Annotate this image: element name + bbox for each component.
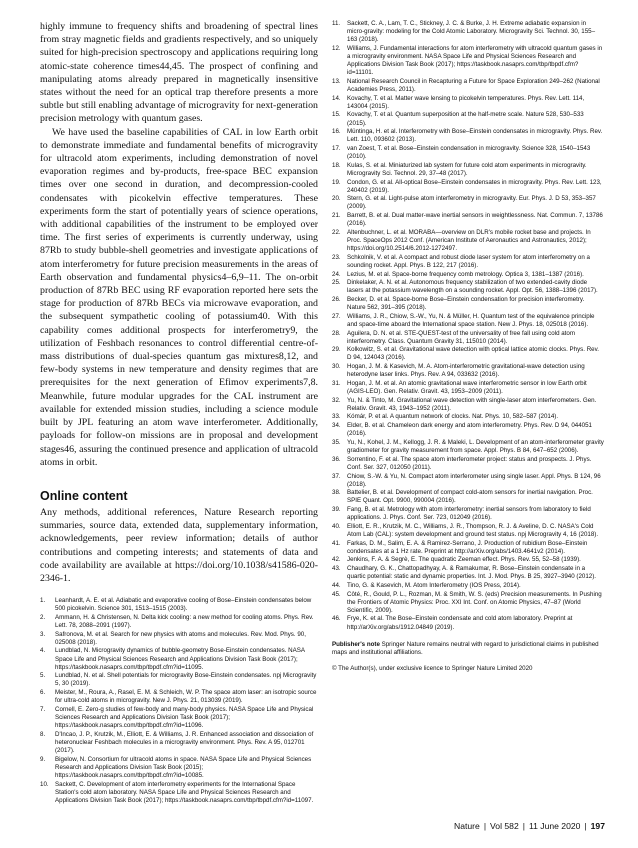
reference-number: 29.	[332, 346, 341, 354]
reference-number: 24.	[332, 270, 341, 278]
reference-number: 3.	[40, 630, 46, 638]
publisher-note-text: Springer Nature remains neutral with regard to jurisdictional claims in published maps and institutional affiliations.	[332, 640, 599, 656]
paragraph-1: highly immune to frequency shifts and broadening of spectral lines from stray magnetic fields and gradients respectively, and so uniquely suited for high-precision spectroscopy and applications requiring long atomic-state coherence times44,45. The prospect of confining and manipulating atoms already prepared in magnetically insensitive states without the need for an optical trap therefore presents a more subtle but still enabling advantage of microgravity for next-generation precision metrology with quantum gases.	[40, 21, 318, 125]
reference-text: Stern, G. et al. Light-pulse atom interferometry in microgravity. Eur. Phys. J. D 53, 353–357 (2009).	[347, 195, 596, 211]
reference-number: 21.	[332, 212, 341, 220]
online-content-paragraph: Any methods, additional references, Nature Research reporting summaries, source data, extended data, supplementary information, acknowledgements, peer review information; details of author contributions and competing interests; and statements of data and code availability are available at https://doi.org/10.1038/s41586-020-2346-1.	[40, 506, 318, 584]
reference-number: 33.	[332, 413, 341, 421]
reference-item	[332, 45, 604, 77]
reference-text: Chiow, S.-W. & Yu, N. Compact atom interferometer using single laser. Appl. Phys. B 124, 96 (2018).	[347, 472, 601, 488]
reference-number: 30.	[332, 363, 341, 371]
reference-number: 25.	[332, 279, 341, 287]
reference-list-right	[332, 20, 604, 632]
reference-number: 19.	[332, 178, 341, 186]
reference-item	[332, 195, 604, 211]
reference-text: Tino, G. & Kasevich, M. Atom Interferometry (IOS Press, 2014).	[347, 581, 521, 589]
reference-number: 17.	[332, 144, 341, 152]
reference-item	[40, 597, 318, 613]
reference-text: D'Incao, J. P., Krutzik, M., Elliott, E. & Williams, J. R. Enhanced association and dissociation of heteronuclear Feshbach molecules in a microgravity environment. Phys. Rev. A 95, 012701 (2017).	[55, 730, 314, 754]
reference-number: 8.	[40, 730, 46, 738]
reference-number: 43.	[332, 565, 341, 573]
reference-text: Barrett, B. et al. Dual matter-wave inertial sensors in weightlessness. Nat. Commun. 7, 13786 (2016).	[347, 212, 603, 228]
reference-item	[40, 781, 318, 805]
reference-item	[332, 78, 604, 94]
reference-number: 18.	[332, 161, 341, 169]
publisher-note	[332, 641, 604, 657]
reference-text: Kulas, S. et al. Miniaturized lab system for future cold atom experiments in microgravity. Microgravity Sci. Technol. 29, 37–48 (2017).	[347, 161, 587, 177]
reference-text: Elliott, E. R., Krutzik, M. C., Williams, J. R., Thompson, R. J. & Aveline, D. C. NASA's Cold Atom Lab (CAL): system development and ground test status. npj Microgravity 4, 16 (2018).	[347, 522, 599, 538]
reference-text: Côté, R., Gould, P. L., Rozman, M. & Smith, W. S. (eds) Precision measurements. In Pushing the Frontiers of Atomic Physics: Proc. XXI Int. Conf. on Atomic Physics, 47–87 (World Scientific, 2009).	[347, 590, 602, 614]
reference-text: Leanhardt, A. E. et al. Adiabatic and evaporative cooling of Bose–Einstein condensates below 500 picokelvin. Science 301, 1513–1515 (2003).	[55, 597, 312, 613]
reference-number: 41.	[332, 539, 341, 547]
page-footer: Nature | Vol 582 | 11 June 2020 | 197	[454, 821, 605, 831]
reference-item	[332, 439, 604, 455]
reference-item	[40, 631, 318, 647]
reference-item	[332, 271, 604, 279]
reference-item	[332, 413, 604, 421]
reference-item	[332, 330, 604, 346]
reference-item	[40, 756, 318, 780]
reference-text: National Research Council in Recapturing a Future for Space Exploration 249–262 (National Academies Press, 2011).	[347, 77, 600, 93]
reference-number: 27.	[332, 312, 341, 320]
reference-item	[40, 614, 318, 630]
reference-text: Sackett, C. Development of atom interferometry experiments for the International Space Station's cold atom laboratory. NASA Space Life and Physical Sciences Research and Applications Division Task Book (2017); https://taskbook.nasaprs.com/tbp/tbpdf.cfm?id=11097.	[55, 780, 314, 804]
reference-text: Farkas, D. M., Salim, E. A. & Ramirez-Serrano, J. Production of rubidium Bose–Einstein condensates at a 1 Hz rate. Preprint at http://arXiv.org/abs/1403.4641v2 (2014).	[347, 539, 588, 555]
reference-text: Condon, G. et al. All-optical Bose–Einstein condensates in microgravity. Phys. Rev. Lett. 123, 240402 (2019).	[347, 178, 602, 194]
reference-text: Jenkins, F. A. & Segrè, E. The quadratic Zeeman effect. Phys. Rev. 55, 52–58 (1939).	[347, 556, 581, 564]
reference-number: 7.	[40, 705, 46, 713]
reference-number: 45.	[332, 590, 341, 598]
reference-item	[332, 95, 604, 111]
reference-number: 44.	[332, 581, 341, 589]
reference-number: 22.	[332, 228, 341, 236]
reference-number: 20.	[332, 195, 341, 203]
reference-number: 15.	[332, 111, 341, 119]
reference-item	[332, 162, 604, 178]
reference-text: van Zoest, T. et al. Bose–Einstein condensation in microgravity. Science 328, 1540–1543 (2010).	[347, 144, 591, 161]
reference-text: Lundblad, N. et al. Shell potentials for microgravity Bose-Einstein condensates. npj Microgravity 5, 30 (2019).	[55, 672, 317, 688]
reference-item	[332, 179, 604, 195]
reference-text: Elder, B. et al. Chameleon dark energy and atom interferometry. Phys. Rev. D 94, 044051 (2016).	[347, 422, 592, 438]
reference-number: 16.	[332, 128, 341, 136]
main-text	[40, 20, 318, 469]
reference-text: Meister, M., Roura, A., Rasel, E. M. & Schleich, W. P. The space atom laser: an isotropic source for ultra-cold atoms in microgravity. New J. Phys. 21, 013039 (2019).	[55, 689, 317, 705]
reference-item	[332, 254, 604, 270]
reference-number: 10.	[40, 780, 49, 788]
left-column	[40, 20, 318, 805]
reference-text: Cornell, E. Zero-g studies of few-body and many-body physics. NASA Space Life and Physical Sciences Research and Applications Division Task Book (2017); https://taskbook.nasaprs.com/tbp/tbpdf.cfm?id=11096.	[55, 705, 314, 730]
reference-number: 6.	[40, 689, 46, 697]
reference-item	[332, 229, 604, 253]
reference-item	[332, 363, 604, 379]
paragraph-2: We have used the baseline capabilities of CAL in low Earth orbit to demonstrate immediate and fundamental benefits of microgravity for ultracold atom experiments, including demonstration of novel evaporation regimes and by-products, free-space BEC expansion times over one second in duration, and decompression-cooled condensates with picokelvin effective temperatures. These experiments form the start of potentially years of science operations, with additional capabilities of the instrument to be employed over time. The first series of experiments is currently underway, using 87Rb to study bubble-shell geometries and investigate applications of atom interferometry for future precision measurements in the areas of Earth observation and fundamental physics4–6,9–11. The on-orbit production of 87Rb BEC using RF evaporation reported here sets the stage for production of 87Rb BECs via microwave evaporation, and the subsequent sympathetic cooling of potassium40. With this capability comes additional prospects for interferometry9, the utilization of Feshbach resonances to control differential centre-of-mass distributions of dual-species quantum gas mixtures8,12, and few-body systems in new temperature and density regimes that are prerequisites for the next generation of Efimov experiments7,8. Meanwhile, future modular upgrades for the CAL instrument are available for extended mission studies, including a science module built by JPL featuring an atom wave interferometer. Additionally, payloads for follow-on missions are in proposal and development stages46, assuring the continued presence and application of ultracold atoms in orbit.	[40, 126, 318, 468]
reference-number: 32.	[332, 396, 341, 404]
reference-item	[332, 540, 604, 556]
reference-item	[40, 672, 318, 688]
reference-text: Aguilera, D. N. et al. STE-QUEST-test of the universality of free fall using cold atom interferometry. Class. Quantum Gravity 31, 115010 (2014).	[347, 329, 576, 345]
reference-number: 13.	[332, 77, 341, 85]
reference-text: Yu, N. & Tinto, M. Gravitational wave detection with single-laser atom interferometers. Gen. Relativ. Gravit. 43, 1943–1952 (2011).	[347, 396, 597, 412]
reference-text: Fang, B. et al. Metrology with atom interferometry: inertial sensors from laboratory to field applications. J. Phys. Conf. Ser. 723, 012049 (2016).	[347, 506, 591, 522]
footer-volume: Vol 582	[490, 821, 519, 831]
reference-text: Kolkowitz, S. et al. Gravitational wave detection with optical lattice atomic clocks. Phys. Rev. D 94, 124043 (2016).	[347, 346, 599, 362]
reference-number: 12.	[332, 44, 341, 52]
reference-text: Ammann, H. & Christensen, N. Delta kick cooling: a new method for cooling atoms. Phys. Rev. Lett. 78, 2088–2091 (1997).	[55, 613, 314, 629]
reference-number: 39.	[332, 506, 341, 514]
reference-number: 14.	[332, 94, 341, 102]
reference-number: 34.	[332, 422, 341, 430]
reference-text: Kómár, P. et al. A quantum network of clocks. Nat. Phys. 10, 582–587 (2014).	[347, 413, 559, 421]
reference-text: Kovachy, T. et al. Matter wave lensing to picokelvin temperatures. Phys. Rev. Lett. 114, 143004 (2015).	[347, 94, 585, 110]
reference-number: 1.	[40, 597, 46, 605]
reference-number: 23.	[332, 253, 341, 261]
copyright-notice: © The Author(s), under exclusive licence to Springer Nature Limited 2020	[332, 664, 533, 672]
reference-text: Hogan, J. M. & Kasevich, M. A. Atom-interferometric gravitational-wave detection using heterodyne laser links. Phys. Rev. A 94, 033632 (2016).	[347, 363, 585, 379]
reference-text: Sorrentino, F. et al. The space atom interferometer project: status and prospects. J. Phys. Conf. Ser. 327, 012050 (2011).	[347, 455, 592, 471]
reference-item	[332, 212, 604, 228]
reference-text: Williams, J. R., Chiow, S.-W., Yu, N. & Müller, H. Quantum test of the equivalence principle and space-time aboard the International space station. New J. Phys. 18, 025018 (2016).	[347, 312, 595, 328]
publisher-note-label: Publisher's note	[332, 640, 380, 648]
reference-text: Lundblad, N. Microgravity dynamics of bubble-geometry Bose-Einstein condensates. NASA Space Life and Physical Sciences Research and Applications Division Task Book (2017); https://taskbook.nasaprs.com/tbp/tbpdf.cfm?id=11095.	[55, 647, 305, 671]
page-number: 197	[590, 821, 605, 831]
reference-item	[332, 111, 604, 127]
reference-number: 4.	[40, 647, 46, 655]
reference-text: Lezius, M. et al. Space-borne frequency comb metrology. Optica 3, 1381–1387 (2016).	[347, 270, 584, 278]
reference-number: 28.	[332, 329, 341, 337]
reference-item	[332, 20, 604, 44]
reference-text: Sackett, C. A., Lam, T. C., Stickney, J. C. & Burke, J. H. Extreme adiabatic expansion in micro-gravity: modeling for the Cold Atomic Laboratory. Microgravity Sci. Technol. 30, 155–163 (2018).	[347, 20, 596, 44]
reference-item	[332, 313, 604, 329]
reference-number: 38.	[332, 489, 341, 497]
reference-list-left	[40, 597, 318, 805]
reference-number: 40.	[332, 522, 341, 530]
reference-item	[332, 582, 604, 590]
reference-text: Müntinga, H. et al. Interferometry with Bose–Einstein condensates in microgravity. Phys. Rev. Lett. 110, 093602 (2013).	[347, 128, 603, 144]
reference-item	[40, 647, 318, 671]
reference-item	[332, 591, 604, 615]
reference-text: Becker, D. et al. Space-borne Bose–Einstein condensation for precision interferometry. Nature 562, 391–395 (2018).	[347, 296, 585, 312]
reference-item	[332, 473, 604, 489]
reference-item	[332, 565, 604, 581]
reference-item	[332, 422, 604, 438]
footer-journal: Nature	[454, 821, 480, 831]
reference-item	[332, 523, 604, 539]
reference-item	[332, 380, 604, 396]
reference-number: 36.	[332, 455, 341, 463]
reference-item	[332, 615, 604, 631]
reference-item	[332, 145, 604, 161]
reference-item	[40, 731, 318, 755]
reference-text: Kovachy, T. et al. Quantum superposition at the half-metre scale. Nature 528, 530–533 (2015).	[347, 111, 584, 127]
reference-number: 42.	[332, 556, 341, 564]
reference-number: 5.	[40, 672, 46, 680]
reference-text: Williams, J. Fundamental interactions for atom interferometry with ultracold quantum gases in a microgravity environment. NASA Space Life and Physical Sciences Research and Applications Division Task Book (2017); https://taskbook.nasaprs.com/tbp/tbpdf.cfm?id=11101.	[347, 44, 603, 77]
reference-text: Schkolnik, V. et al. A compact and robust diode laser system for atom interferometry on a sounding rocket. Appl. Phys. B 122, 217 (2016).	[347, 253, 590, 269]
online-content-heading: Online content	[40, 488, 128, 503]
reference-item	[332, 296, 604, 312]
reference-text: Chaudhary, G. K., Chattopadhyay, A. & Ramakumar, R. Bose–Einstein condensate in a quartic potential: static and dynamic properties. Int. J. Mod. Phys. B 25, 3927–3940 (2012).	[347, 565, 597, 581]
right-column	[332, 20, 604, 672]
reference-text: Hogan, J. M. et al. An atomic gravitational wave interferometric sensor in low Earth orbit (AGIS-LEO). Gen. Relativ. Gravit. 43, 1953–2009 (2011).	[347, 379, 587, 395]
reference-item	[40, 689, 318, 705]
reference-number: 9.	[40, 755, 46, 763]
reference-text: Yu, N., Kohel, J. M., Kellogg, J. R. & Maleki, L. Development of an atom-interferometer gravity gradiometer for gravity measurement from space. Appl. Phys. B 84, 647–652 (2006).	[347, 438, 604, 455]
reference-number: 11.	[332, 20, 341, 27]
reference-number: 35.	[332, 438, 341, 446]
reference-item	[40, 706, 318, 730]
reference-text: Dinkelaker, A. N. et al. Autonomous frequency stabilization of two extended-cavity diode lasers at the potassium wavelength on a sounding rocket. Appl. Opt. 56, 1388–1396 (2017).	[347, 279, 598, 295]
reference-number: 46.	[332, 615, 341, 623]
footer-date: 11 June 2020	[528, 821, 581, 831]
reference-item	[332, 128, 604, 144]
reference-item	[332, 346, 604, 362]
reference-item	[332, 397, 604, 413]
reference-item	[332, 456, 604, 472]
online-content-text	[40, 506, 318, 585]
reference-text: Battelier, B. et al. Development of compact cold-atom sensors for inertial navigation. Proc. SPIE Quant. Opt. 9900, 990004 (2016).	[347, 489, 593, 505]
reference-text: Safronova, M. et al. Search for new physics with atoms and molecules. Rev. Mod. Phys. 90, 025008 (2018).	[55, 630, 306, 646]
reference-text: Bigelow, N. Consortium for ultracold atoms in space. NASA Space Life and Physical Sciences Research and Applications Division Task Book (2015); https://taskbook.nasaprs.com/tbp/tbpdf.cfm?id=10085.	[55, 755, 312, 779]
reference-item	[332, 506, 604, 522]
reference-number: 37.	[332, 472, 341, 480]
reference-number: 31.	[332, 379, 341, 387]
reference-text: Frye, K. et al. The Bose–Einstein condensate and cold atom laboratory. Preprint at http://arXiv.org/abs/1912.04849 (2019).	[347, 615, 573, 631]
reference-item	[332, 489, 604, 505]
reference-number: 2.	[40, 613, 46, 621]
reference-item	[332, 556, 604, 564]
reference-item	[332, 279, 604, 295]
reference-text: Altenbuchner, L. et al. MORABA—overview on DLR's mobile rocket base and projects. In Proc. SpaceOps 2012 Conf. (American Institute of Aeronautics and Astronautics, 2012); https://doi.org/10.2514/6.2012-1272497.	[347, 228, 591, 253]
reference-number: 26.	[332, 296, 341, 303]
